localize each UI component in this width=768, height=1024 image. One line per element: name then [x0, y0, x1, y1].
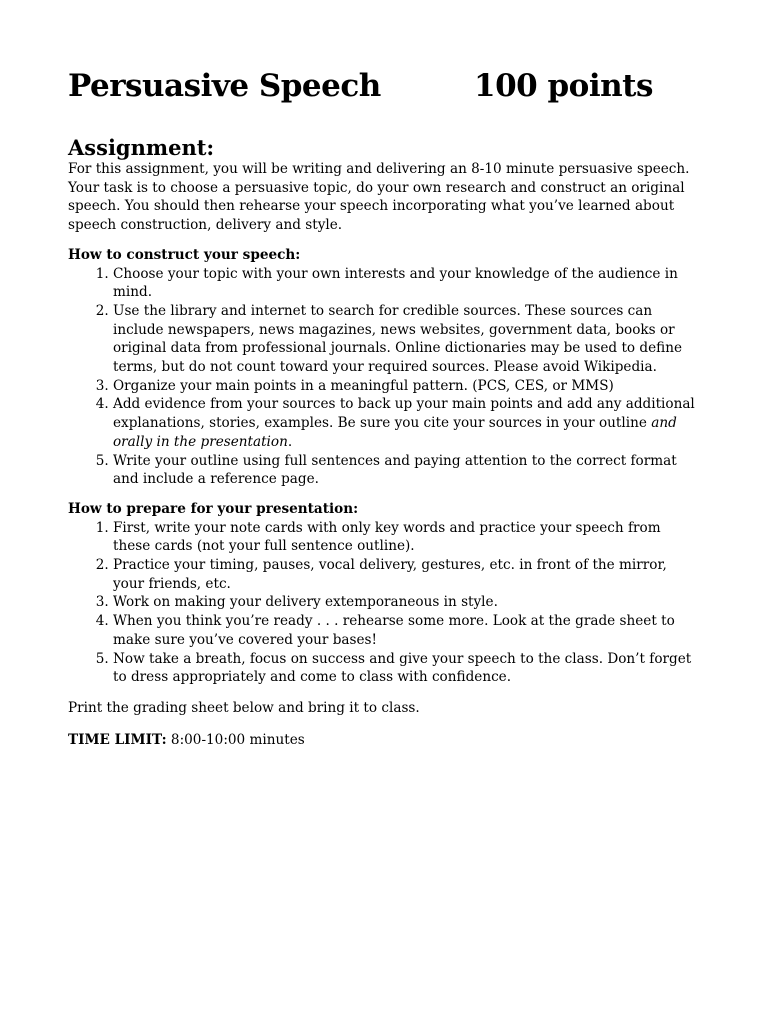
italic-emphasis: and orally in the presentation — [113, 415, 677, 450]
prepare-heading: How to prepare for your presentation: — [68, 500, 359, 517]
list-item-text: Add evidence from your sources to back up your main points and add any additional explanations, stories, examples. Be sure you cite your sources in your outline — [113, 396, 695, 432]
list-item-end: . — [287, 433, 293, 450]
list-item: 2. Practice your timing, pauses, vocal delivery, gestures, etc. in front of the mirror, your friends, etc. — [113, 556, 700, 593]
list-item: 3. Work on making your delivery extemporaneous in style. — [113, 593, 700, 612]
points-value: 100 points — [474, 68, 653, 104]
list-item: 3. Organize your main points in a meaningful pattern. (PCS, CES, or MMS) — [113, 377, 700, 396]
time-limit-value: 8:00-10:00 minutes — [166, 731, 305, 748]
time-limit-label: TIME LIMIT: — [68, 731, 167, 748]
list-item — [113, 395, 700, 451]
list-item: 2. Use the library and internet to search for credible sources. These sources can include newspapers, news magazines, news websites, government data, books or original data from professional journals. Online dictionaries may be used to define terms, but do not count toward your required sources. Please avoid Wikipedia. — [113, 302, 700, 377]
title-row — [68, 68, 700, 108]
assignment-paragraph: For this assignment, you will be writing and delivering an 8-10 minute persuasive speech. Your task is to choose a persuasive topic, do your own research and construct an original speech. You should then rehearse your speech incorporating what you’ve learned about speech construction, delivery and style. — [68, 161, 690, 234]
prepare-list — [68, 519, 700, 687]
list-item: 4. When you think you’re ready . . . rehearse some more. Look at the grade sheet to make sure you’ve covered your bases! — [113, 612, 700, 649]
list-item: 1. Choose your topic with your own interests and your knowledge of the audience in mind. — [113, 265, 700, 302]
construct-heading: How to construct your speech: — [68, 246, 301, 263]
list-item: 5. Now take a breath, focus on success and give your speech to the class. Don’t forget to dress appropriately and come to class with confidence. — [113, 650, 700, 687]
time-limit — [68, 731, 700, 750]
assignment-heading: Assignment: — [68, 135, 215, 160]
construct-list — [68, 265, 700, 489]
list-item: 5. Write your outline using full sentences and paying attention to the correct format and include a reference page. — [113, 452, 700, 489]
list-item: 1. First, write your note cards with only key words and practice your speech from these cards (not your full sentence outline). — [113, 519, 700, 556]
print-note: Print the grading sheet below and bring it to class. — [68, 699, 420, 716]
page-title: Persuasive Speech — [68, 68, 381, 104]
